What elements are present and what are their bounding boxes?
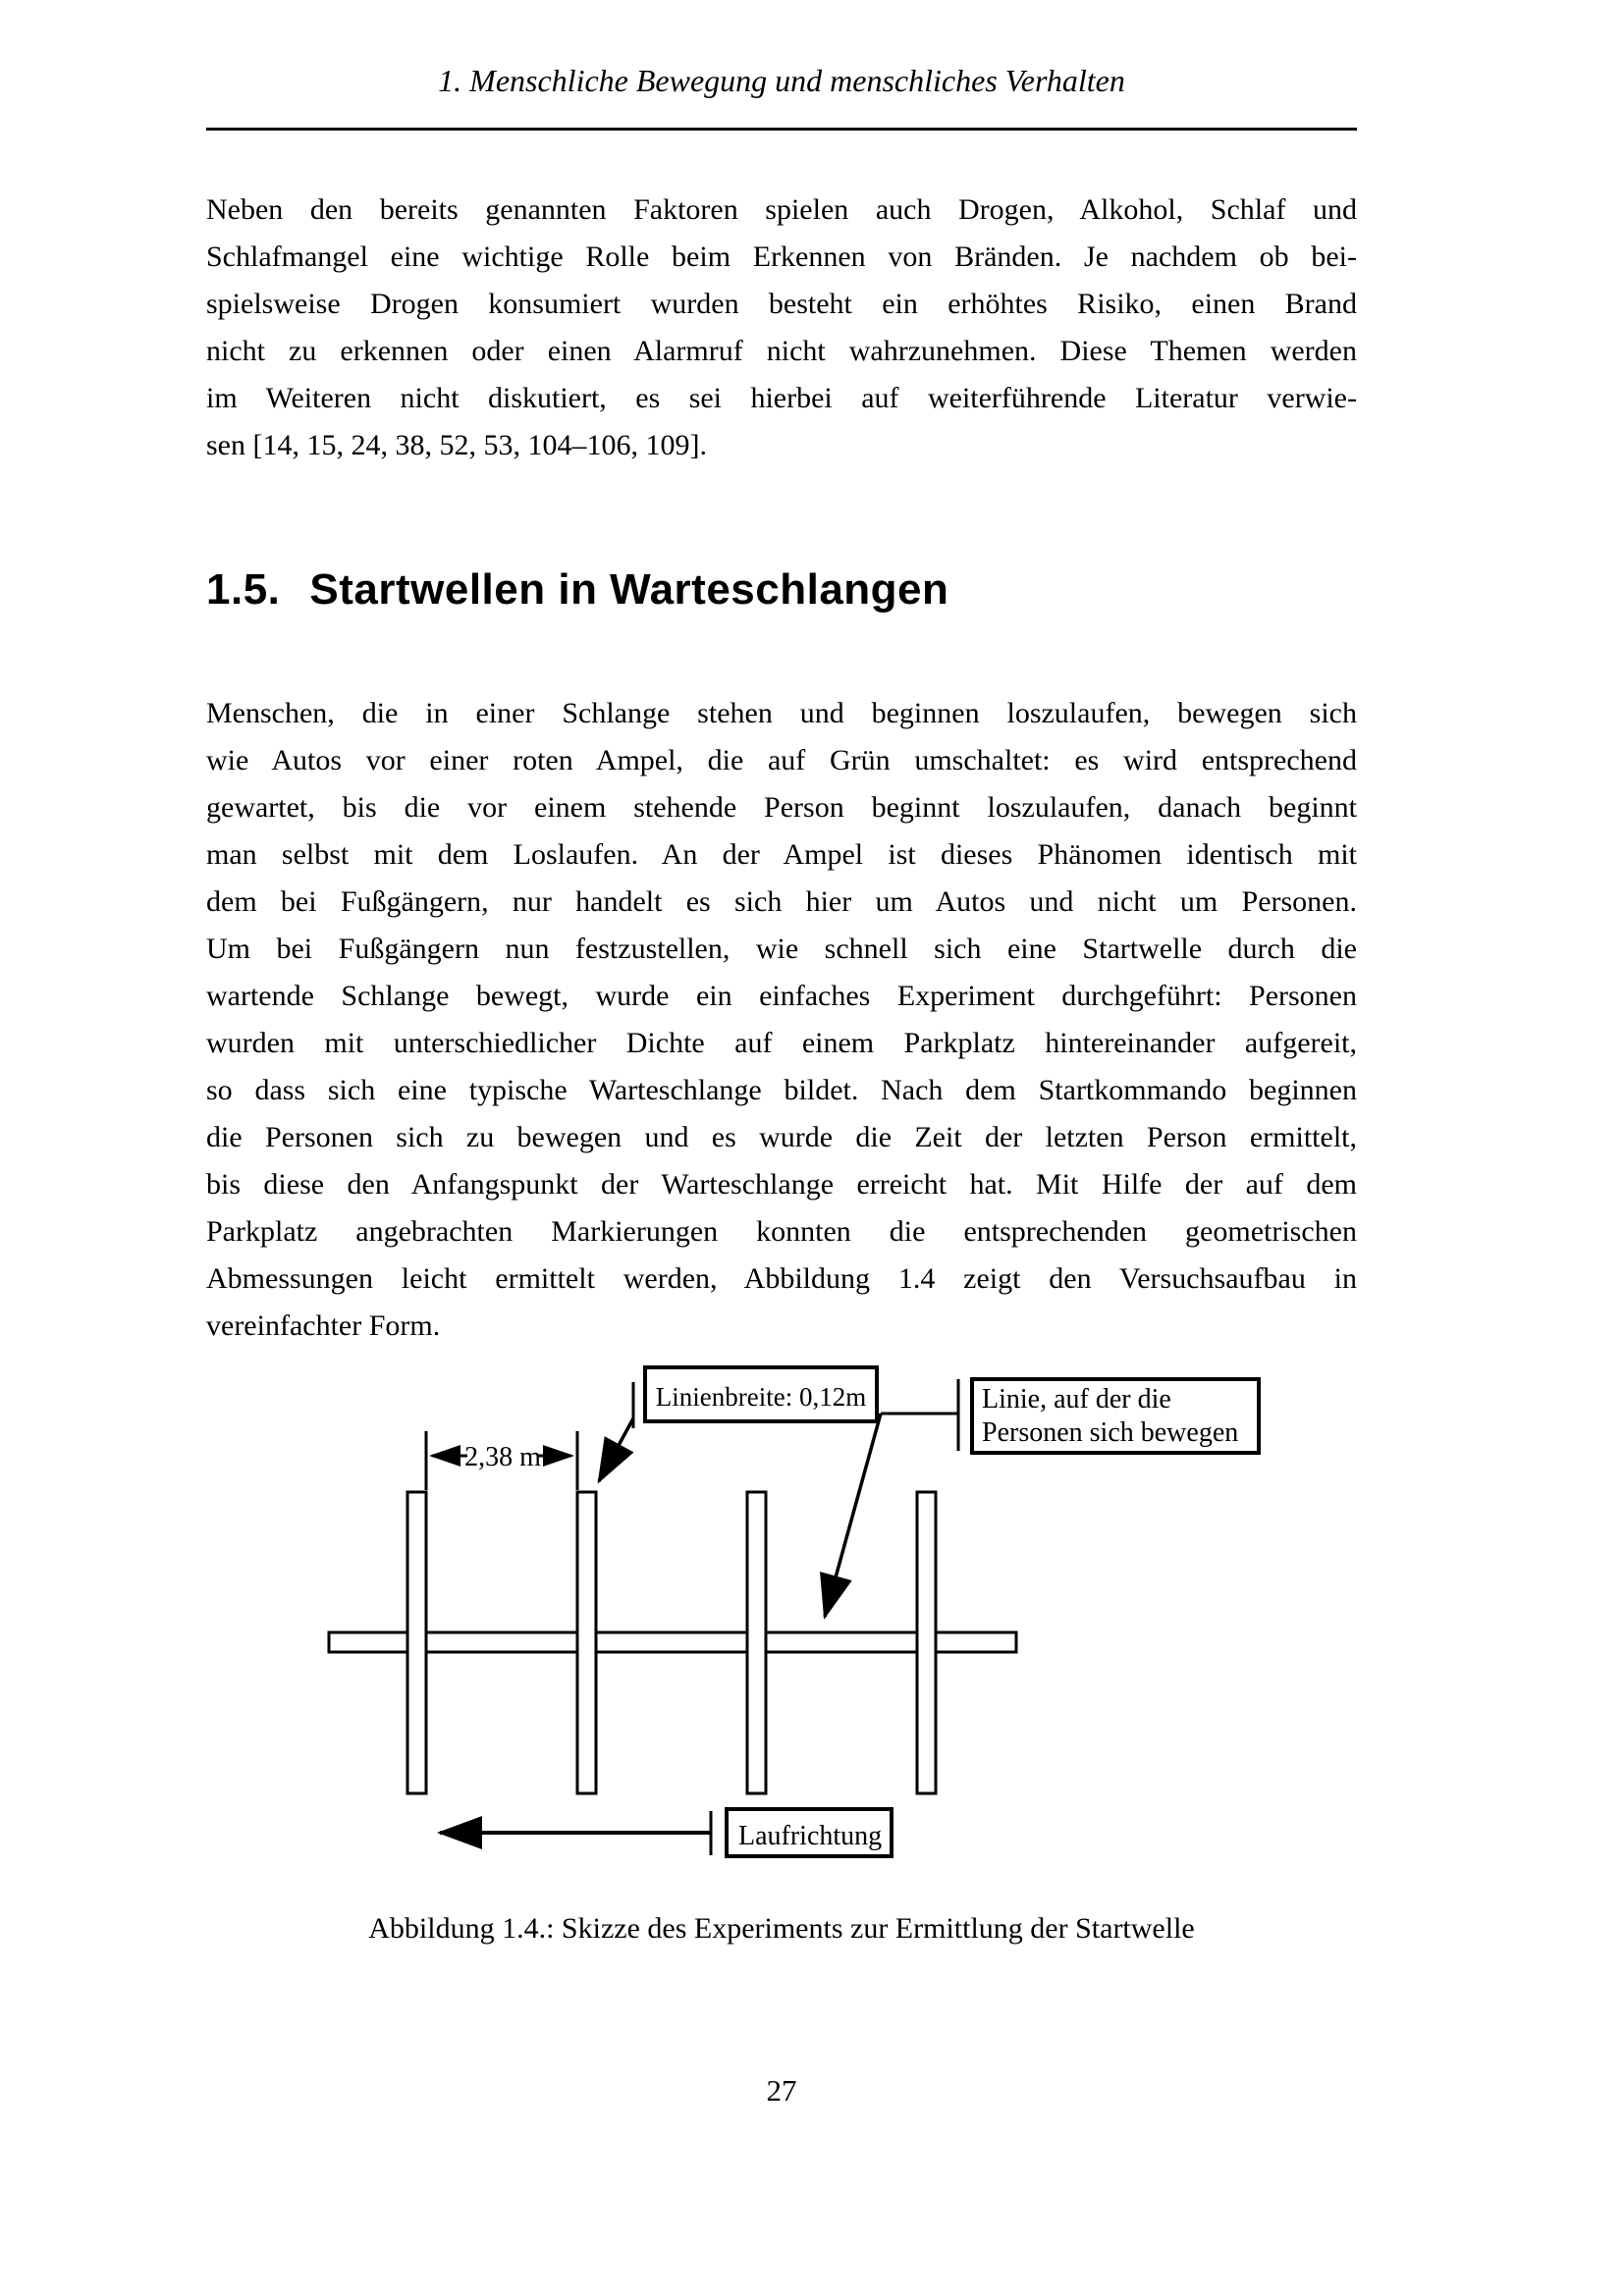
paragraph-line: sen [14, 15, 24, 38, 52, 53, 104–106, 109]. [206,429,707,461]
paragraph-line: so dass sich eine typische Warteschlange bildet. Nach dem Startkommando beginnen [206,1074,1357,1106]
experiment-sketch-svg [206,1360,1357,1880]
linewidth-label: Linienbreite: 0,12m [655,1382,867,1412]
movementline-label-line1: Linie, auf der die [982,1384,1171,1415]
page-number: 27 [766,2073,797,2108]
paragraph-line: Parkplatz angebrachten Markierungen konnten die entsprechenden geometrischen [206,1215,1357,1248]
linewidth-callout-arrow [599,1418,633,1481]
marking-line-1 [407,1492,426,1793]
paragraph-line: im Weiteren nicht diskutiert, es sei hierbei auf weiterführende Literatur verwie- [206,382,1357,414]
running-head: 1. Menschliche Bewegung und menschliches Verhalten [438,63,1125,98]
paragraph-line: Schlafmangel eine wichtige Rolle beim Erkennen von Bränden. Je nachdem ob bei- [206,240,1357,273]
paragraph-line: vereinfachter Form. [206,1309,441,1342]
paragraph-line: bis diese den Anfangspunkt der Warteschlange erreicht hat. Mit Hilfe der auf dem [206,1168,1357,1201]
paragraph-line: gewartet, bis die vor einem stehende Person beginnt loszulaufen, danach beginnt [206,791,1357,824]
marking-line-3 [747,1492,766,1793]
paragraph-2 [206,690,1357,1350]
header-rule [206,128,1357,131]
paragraph-line: man selbst mit dem Loslaufen. An der Ampel ist dieses Phänomen identisch mit [206,838,1357,871]
marking-line-2 [577,1492,596,1793]
paragraph-line: Um bei Fußgängern nun festzustellen, wie schnell sich eine Startwelle durch die [206,933,1357,965]
paragraph-line: Menschen, die in einer Schlange stehen und beginnen loszulaufen, bewegen sich [206,697,1357,729]
paragraph-line: nicht zu erkennen oder einen Alarmruf nicht wahrzunehmen. Diese Themen werden [206,335,1357,367]
direction-label: Laufrichtung [738,1821,883,1851]
marking-line-4 [917,1492,936,1793]
movement-line-bar [329,1632,1016,1652]
paragraph-line: wartende Schlange bewegt, wurde ein einfaches Experiment durchgeführt: Personen [206,980,1357,1012]
paragraph-line: wie Autos vor einer roten Ampel, die auf Grün umschaltet: es wird entsprechend [206,744,1357,776]
paragraph-1 [206,187,1357,469]
movementline-callout-arrow [825,1414,881,1617]
paragraph-line: Neben den bereits genannten Faktoren spielen auch Drogen, Alkohol, Schlaf und [206,193,1357,226]
paragraph-line: Abmessungen leicht ermittelt werden, Abbildung 1.4 zeigt den Versuchsaufbau in [206,1262,1357,1295]
figure-experiment-sketch [206,1360,1357,1880]
figure-caption: Abbildung 1.4.: Skizze des Experiments zur Ermittlung der Startwelle [368,1912,1195,1945]
section-title: Startwellen in Warteschlangen [309,565,949,614]
section-number: 1.5. [206,565,281,614]
paragraph-line: dem bei Fußgängern, nur handelt es sich hier um Autos und nicht um Personen. [206,885,1357,918]
movementline-label-line2: Personen sich bewegen [982,1417,1239,1448]
dimension-label: 2,38 m [464,1442,541,1472]
paragraph-line: spielsweise Drogen konsumiert wurden besteht ein erhöhtes Risiko, einen Brand [206,288,1357,320]
paragraph-line: die Personen sich zu bewegen und es wurde die Zeit der letzten Person ermittelt, [206,1121,1357,1153]
section-heading [206,563,1357,616]
paragraph-line: wurden mit unterschiedlicher Dichte auf einem Parkplatz hintereinander aufgereit, [206,1027,1357,1059]
